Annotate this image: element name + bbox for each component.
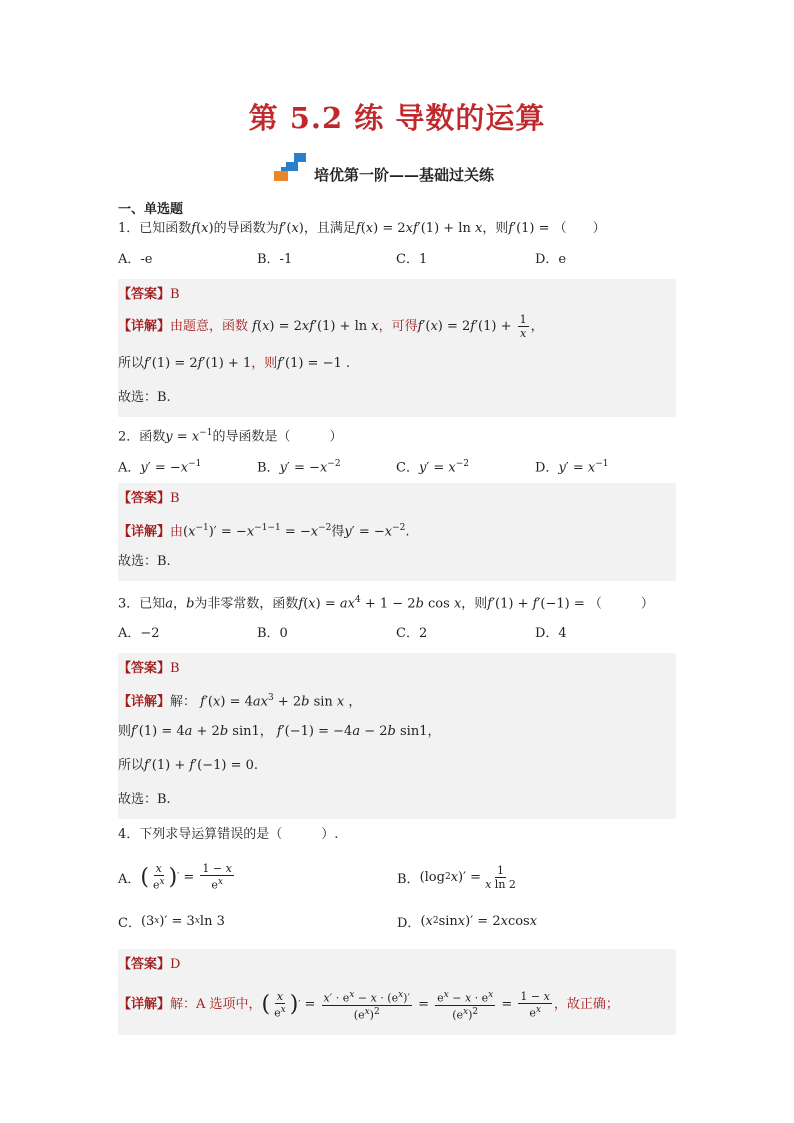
option-a[interactable]: A．−2 <box>118 626 160 641</box>
detail-row: 故选：B. <box>118 390 171 405</box>
option-b[interactable]: B． (log 2 x )′ = $\frac{1}{\text{x ln 2}}$ <box>397 863 516 891</box>
option-d[interactable]: D．4 <box>535 626 567 641</box>
detail-row: 【详解】由$(x^{-1})' = -x^{-1-1} = -x^{-2}$得$y' = -x^{-2}$. <box>118 523 410 540</box>
detail-row: 【详解】由题意，函数 f(x) = 2xf′(1) + ln x，可得f′(x) = 2f′(1) + $\frac{1}{x}$ ， <box>118 313 544 340</box>
detail-row: 故选：B. <box>118 554 171 569</box>
option-a[interactable]: A．-e <box>118 252 153 267</box>
option-b[interactable]: B．-1 <box>257 252 293 267</box>
question-1-options <box>118 247 676 273</box>
section-title: 一、单选题 <box>118 202 184 217</box>
option-d[interactable]: D．e <box>535 252 567 267</box>
subtitle: 培优第一阶——基础过关练 <box>314 165 495 184</box>
answer-row: 【答案】D <box>118 957 181 972</box>
question-2-options <box>118 451 676 477</box>
answer-box-4 <box>118 949 676 1035</box>
option-c[interactable]: C．$y' = x^{-2}$ <box>396 459 470 476</box>
option-b[interactable]: B．$y' = -x^{-2}$ <box>257 459 341 476</box>
option-d[interactable]: D． ( x 2 sin x )′ = 2 x cos x <box>397 913 538 931</box>
question-4: 4．下列求导运算错误的是（ ）. <box>118 827 339 842</box>
answer-row: 【答案】B <box>118 661 180 676</box>
detail-row: 所以f′(1) + f′(−1) = 0. <box>118 758 258 773</box>
option-b[interactable]: B．0 <box>257 626 288 641</box>
option-a[interactable]: A．$y' = -x^{-1}$ <box>118 459 202 476</box>
answer-box-2 <box>118 483 676 581</box>
option-c[interactable]: C． (3 x )′ = 3 x ln 3 <box>118 913 225 931</box>
answer-row: 【答案】B <box>118 491 180 506</box>
option-c[interactable]: C．1 <box>396 252 428 267</box>
question-1: 1．已知函数f(x)的导函数为f′(x)，且满足f(x) = 2xf′(1) + ln x，则f′(1) = （ ） <box>118 221 606 236</box>
option-a[interactable]: A． ( $\frac{x}{e^x}$ ) ′ = $\frac{1 - x}{e^x}$ <box>118 862 232 892</box>
question-4-options <box>118 855 676 943</box>
worksheet-content <box>118 200 676 1041</box>
stairs-logo-icon <box>272 153 308 185</box>
answer-box-1 <box>118 279 676 417</box>
question-3: 3．已知a，b为非零常数，函数$f(x) = ax^4 + 1 - 2b$ cos x，则f′(1) + f′(−1) = （ ） <box>118 595 654 612</box>
question-3-options <box>118 621 676 647</box>
detail-row: 【详解】解： $f'(x) = 4ax^3 + 2b$ sin x ， <box>118 693 362 710</box>
question-2: 2．函数$y = x^{-1}$的导函数是（ ） <box>118 428 343 445</box>
detail-row: 则f′(1) = 4a + 2b sin1， f′(−1) = −4a − 2b sin1， <box>118 724 441 739</box>
section-header <box>272 153 494 185</box>
page-title: 第 5.2 练 导数的运算 <box>248 101 546 135</box>
answer-box-3 <box>118 653 676 819</box>
option-d[interactable]: D．$y' = x^{-1}$ <box>535 459 609 476</box>
answer-row: 【答案】B <box>118 287 180 302</box>
detail-row: 所以f′(1) = 2f′(1) + 1，则f′(1) = −1 . <box>118 356 351 371</box>
detail-row: 【详解】 解：A 选项中， ( $\frac{x}{e^x}$ ) ′ = $\frac{x' \cdot e^x - x \cdot (e^x)'}{(e^x)^2}$ = $\frac{e^x - x \cdot e^x}{(e^x)^2}$ = $\frac{1 - x}{e^x}$ ，故正确； <box>118 989 619 1022</box>
detail-row: 故选：B. <box>118 792 171 807</box>
option-c[interactable]: C．2 <box>396 626 428 641</box>
